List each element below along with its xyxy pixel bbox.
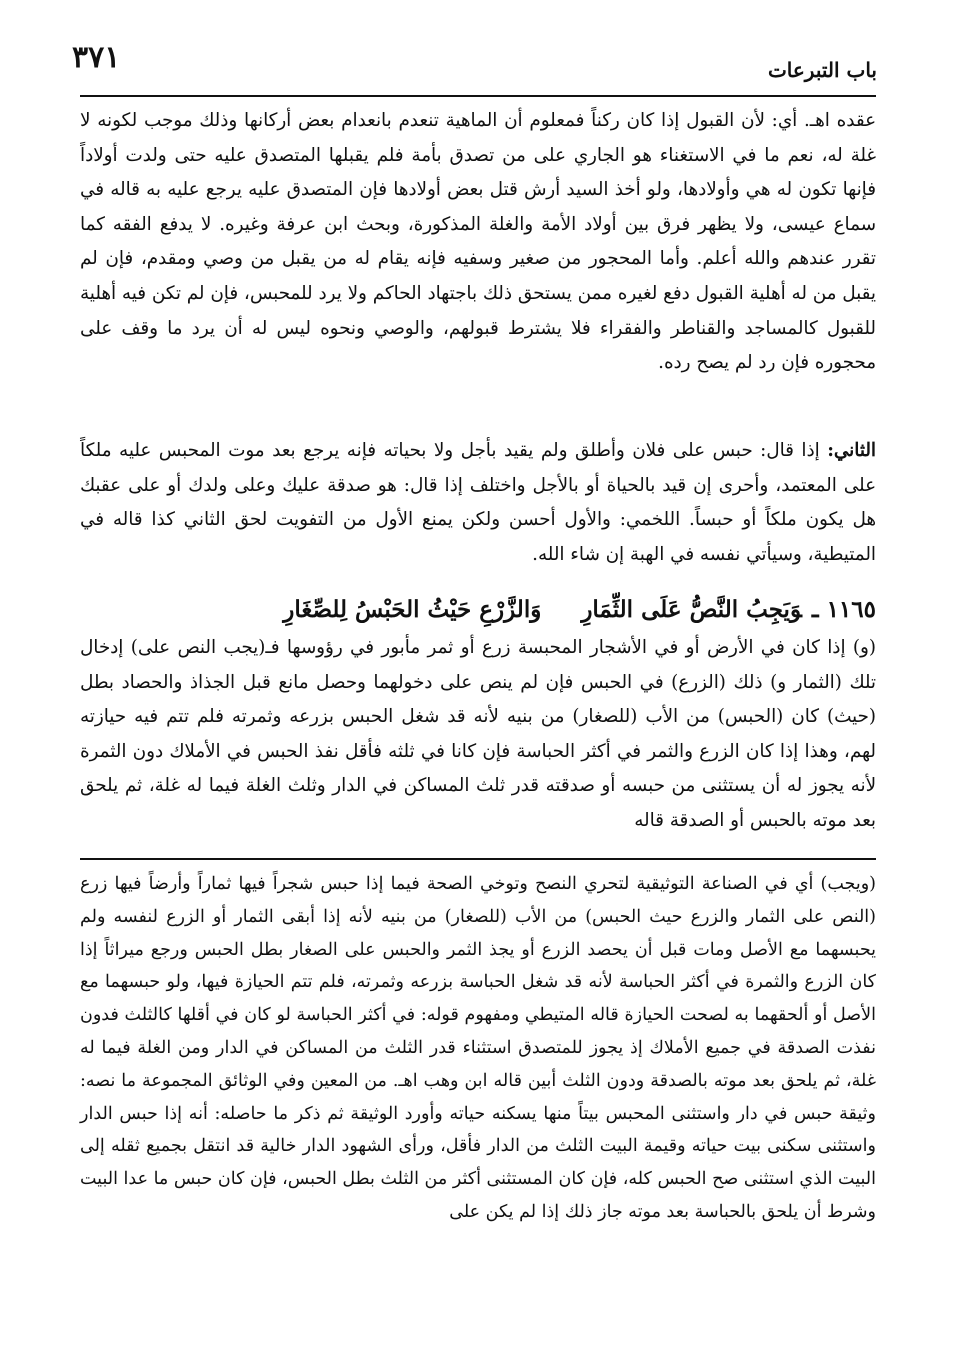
header-rule xyxy=(80,95,876,97)
commentary xyxy=(80,631,876,839)
verse-line xyxy=(80,590,876,630)
footnote-paragraph: (ويجب) أي في الصناعة التوثيقية لتحري النصح وتوخي الصحة فيما إذا حبس شجراً فيها ثماراً وأرضاً فيها زرع (النص على الثمار والزرع حيث الحبس) من الأب (للصغار) من بنيه لأنه إذا أبقى الثمار أو الزرع لنفسه ولم يحبسهما مع الأصل ومات قبل أن يحصد الزرع أو يجذ الثمر والحبس على الصغار بطل الحبس ورجع ميراثاً إذا كان الزرع والثمرة في أكثر الحباسة لأنه قد شغل الحباسة بزرعه وثمرته، فلم تتم الحيازة فيها، ولو حبسهما مع الأصل أو ألحقهما به لصحت الحيازة قاله المتيطي ومفهوم قوله: في أكثر الحباسة لو كان في أقلها كالثلث فدون نفذت الصدقة في جميع الأملاك إذ يجوز للمتصدق استثناء قدر الثلث من المساكن في الدار ومن الغلة فيما له غلة، ثم يلحق بعد موته بالصدقة ودون الثلث أبين قاله ابن وهب اهـ. من المعين وفي الوثائق المجموعة ما نصه: وثيقة حبس في دار واستثنى المحبس بيتاً منها يسكنه حياته وأورد الوثيقة ثم ذكر ما حاصله: أنه إذا حبس الدار واستثنى سكنى بيت حياته وقيمة البيت الثلث من الدار فأقل، ورأى الشهود الدار خالية قد انتقل بجميع ثقله إلى البيت الذي استثنى صح الحبس كله، فإن كان المستثنى أكثر من الثلث بطل الحبس، فإن كان حبس ما عدا البيت وشرط أن يلحق بالحباسة بعد موته جاز ذلك إذا لم يكن على xyxy=(80,874,876,1222)
paragraph-2 xyxy=(80,434,876,572)
footnote-block xyxy=(80,868,876,1229)
page-number: ٣٧١ xyxy=(72,40,121,75)
verse-second-hemistich: وَالزَّرْعِ حَيْثُ الحَبْسُ لِلصِّغَارِ xyxy=(283,596,542,623)
second-point xyxy=(80,434,876,572)
paragraph-3: (و) إذا كان في الأرض أو في الأشجار المحبسة زرع أو ثمر مأبور في رؤوسها فـ(يجب النص على) إدخال تلك (الثمار و) ذلك (الزرع) في الحبس فإن لم ينص على دخولهما وحصل مانع قبل الجذاذ والحصاد بطل (حيث) كان (الحبس) من الأب (للصغار) من بنيه لأنه قد شغل الحبس بزرعه وثمرته فلم تتم فيه حيازته لهم، وهذا إذا كان الزرع والثمر في أكثر الحباسة فإن كانا في ثلثه فأقل نفذ الحبس في الأملاك دون الثمرة لأنه يجوز له أن يستثنى من حبسه أو صدقته قدر ثلث المساكن في الدار وثلث الغلة فيما له غلة، ثم يلحق بعد موته بالحبس أو الصدقة قاله xyxy=(80,637,876,831)
running-header: باب التبرعات xyxy=(767,58,877,82)
verse-first-hemistich: وَيَجِبُ النَّصُّ عَلَى الثِّمَارِ xyxy=(581,596,802,623)
main-text xyxy=(80,104,876,381)
verse-number: ١١٦٥ ـ xyxy=(811,596,876,623)
paragraph-2-label: الثاني: xyxy=(827,440,876,461)
footnote-rule xyxy=(80,858,876,860)
paragraph-2-text: إذا قال: حبس على فلان وأطلق ولم يقيد بأجل ولا بحياته فإنه يرجع بعد موت المحبس عليه ملكاً على المعتمد، وأحرى إن قيد بالحياة أو بالأجل واختلف إذا قال: هو صدقة عليك وعلى ولدك أو على عقبك هل يكون ملكاً أو حبساً. اللخمي: والأول أحسن ولكن يمنع الأول من التفويت لحق الثاني كذا قاله في المتيطية، وسيأتي نفسه في الهبة إن شاء الله. xyxy=(80,440,876,565)
paragraph-1: عقده اهـ. أي: لأن القبول إذا كان ركناً فمعلوم أن الماهية تنعدم بانعدام بعض أركانها وذلك موجب لكونه لا غلة له، نعم ما في الاستغناء هو الجاري على من تصدق بأمة فلم يقبلها المتصدق عليه حتى ولدت أولاداً فإنها تكون له هي وأولادها، ولو أخذ السيد أرش قتل بعض أولادها فإن المتصدق عليه يرجع عليه به قاله في سماع عيسى، ولا يظهر فرق بين أولاد الأمة والغلة المذكورة، وبحث ابن عرفة وغيره. لا يدفع الفقه كما تقرر عندهم والله أعلم. وأما المحجور من صغير وسفيه فإنه يقام له من يقبل من وصي ومقدم، فإن لم يقبل من له أهلية القبول دفع لغيره ممن يستحق ذلك باجتهاد الحاكم ولا يرد للمحبس، فإن لم تكن فيه أهلية للقبول كالمساجد والقناطر والفقراء فلا يشترط قبولهم، والوصي ونحوه ليس له أن يرد ما وقف على محجوره فإن رد لم يصح رده. xyxy=(80,110,876,374)
